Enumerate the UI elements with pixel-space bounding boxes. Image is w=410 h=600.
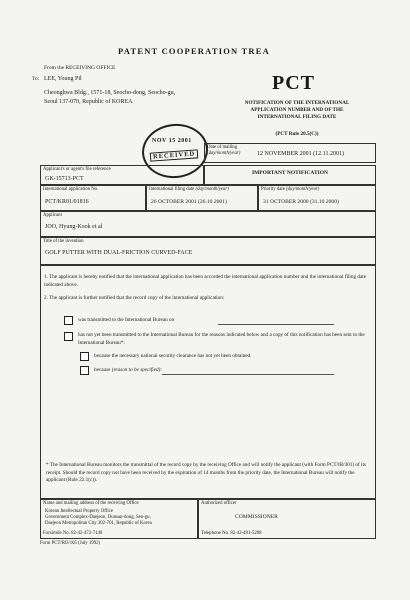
checkbox-security-clearance-label: because the necessary national security clearance has not yet been obtained. <box>94 353 252 359</box>
receiving-office-fax: Facsimile No. 82-42-472-7140 <box>43 531 103 536</box>
international-filing-sublabel: (day/month/year) <box>195 187 229 192</box>
international-filing-value: 26 OCTOBER 2001 (26.10.2001) <box>151 199 227 205</box>
stamp-received: RECEIVED <box>150 149 199 161</box>
file-reference-label: Applicant's or agent's file reference <box>43 167 111 172</box>
paragraph-1: 1. The applicant is hereby notified that the international application has been accorded the international application number and the international filing date indicated above. <box>44 274 366 288</box>
notification-title-line-2: APPLICATION NUMBER AND OF THE <box>250 107 344 113</box>
receiving-office-line-1: Korean Intellectual Property Office <box>45 509 113 514</box>
receiving-office-label: Name and mailing address of the receiving Office <box>43 501 139 506</box>
form-number: Form PCT/RO/105 (July 1992) <box>40 541 101 546</box>
receiving-office-line-3: Daejeon Metropolitan City 302-701, Republic of Korea <box>45 521 152 526</box>
checkbox-other-reason-label <box>94 367 162 375</box>
addressee-address-line-2: Seoul 137-070, Republic of KOREA <box>44 99 133 105</box>
file-reference-box <box>40 165 204 185</box>
footnote: * The International Bureau monitors the transmittal of the record copy by the receiving Office and will notify the applicant (with Form PCT/IB/301) of its receipt. Should the record copy not have been received by the expiration of 14 months from the priority date, the International Bureau will notify the applicant (Rule 22.1(c)). <box>46 462 366 483</box>
invention-title-label: Title of the invention <box>43 239 84 244</box>
receiving-office-box <box>40 499 198 539</box>
mailing-date-value: 12 NOVEMBER 2001 (12.11.2001) <box>257 151 344 157</box>
international-application-box <box>40 185 146 211</box>
international-application-value: PCT/KR01/01816 <box>45 199 89 205</box>
notification-title-line-1: NOTIFICATION OF THE INTERNATIONAL <box>244 100 350 106</box>
authorized-officer-phone: Telephone No. 82-42-481-5208 <box>201 531 262 536</box>
to-label: To: <box>32 76 40 82</box>
important-notification-box <box>204 165 376 185</box>
addressee-block <box>32 75 204 107</box>
checkbox-security-clearance[interactable] <box>80 352 89 361</box>
authorized-officer-value: COMMISSIONER <box>235 514 278 520</box>
receiving-office-line-2: Government Complex-Daejeon, Dunsan-dong, Seo-gu, <box>45 515 151 520</box>
mailing-date-label: Date of mailing <box>207 145 238 150</box>
applicant-box <box>40 211 376 237</box>
document-header-title: PATENT COOPERATION TREA <box>118 46 270 56</box>
invention-title-box <box>40 237 376 265</box>
applicant-label: Applicant <box>43 213 62 218</box>
file-reference-value: GK-15713-PCT <box>45 176 84 182</box>
checkbox-transmitted-label: was transmitted to the International Bureau on <box>78 317 175 323</box>
other-reason-label: because <box>94 367 111 373</box>
checkbox-other-reason[interactable] <box>80 366 89 375</box>
international-application-label: International application No. <box>43 187 99 192</box>
paragraph-2: 2. The applicant is further notified that the record copy of the international application: <box>44 295 225 301</box>
important-notification: IMPORTANT NOTIFICATION <box>251 170 329 176</box>
notification-title <box>222 100 372 121</box>
other-reason-line <box>162 374 334 375</box>
international-filing-box <box>146 185 258 211</box>
notification-title-line-3: INTERNATIONAL FILING DATE <box>257 114 337 120</box>
international-filing-label: International filing date <box>149 187 195 192</box>
addressee-name: LEE, Young Pil <box>44 76 82 82</box>
applicant-value: JOO, Hyung-Kook et al <box>45 224 103 230</box>
pct-rule: (PCT Rule 20.5(C)) <box>275 131 319 137</box>
priority-date-sublabel: (day/month/year) <box>286 187 320 192</box>
authorized-officer-label: Authorized officer <box>201 501 237 506</box>
invention-title-value: GOLF PUTTER WITH DUAL-FRICTION CURVED-FACE <box>45 250 193 256</box>
checkbox-not-transmitted-label: has not yet been transmitted to the International Bureau for the reasons indicated below and a copy of this notification has been sent to the International Bureau*: <box>78 332 365 346</box>
other-reason-note: (reason to be specified): <box>111 367 163 373</box>
priority-date-value: 31 OCTOBER 2000 (31.10.2000) <box>263 199 339 205</box>
mailing-date-box <box>204 143 376 163</box>
checkbox-transmitted[interactable] <box>64 316 73 325</box>
mailing-date-sublabel: (day/month/year) <box>207 151 241 156</box>
addressee-address-line-1: Cheonghwa Bldg., 1571-18, Seocho-dong, Seocho-gu, <box>44 90 176 96</box>
checkbox-not-transmitted[interactable] <box>64 332 73 341</box>
stamp-date: NOV 15 2001 <box>152 138 192 144</box>
priority-date-box <box>258 185 376 211</box>
authorized-officer-box <box>198 499 376 539</box>
priority-date-label: Priority date <box>261 187 285 192</box>
pct-logo: PCT <box>272 72 315 94</box>
transmitted-date-line <box>218 324 334 325</box>
from-label: From the RECEIVING OFFICE <box>44 65 116 71</box>
